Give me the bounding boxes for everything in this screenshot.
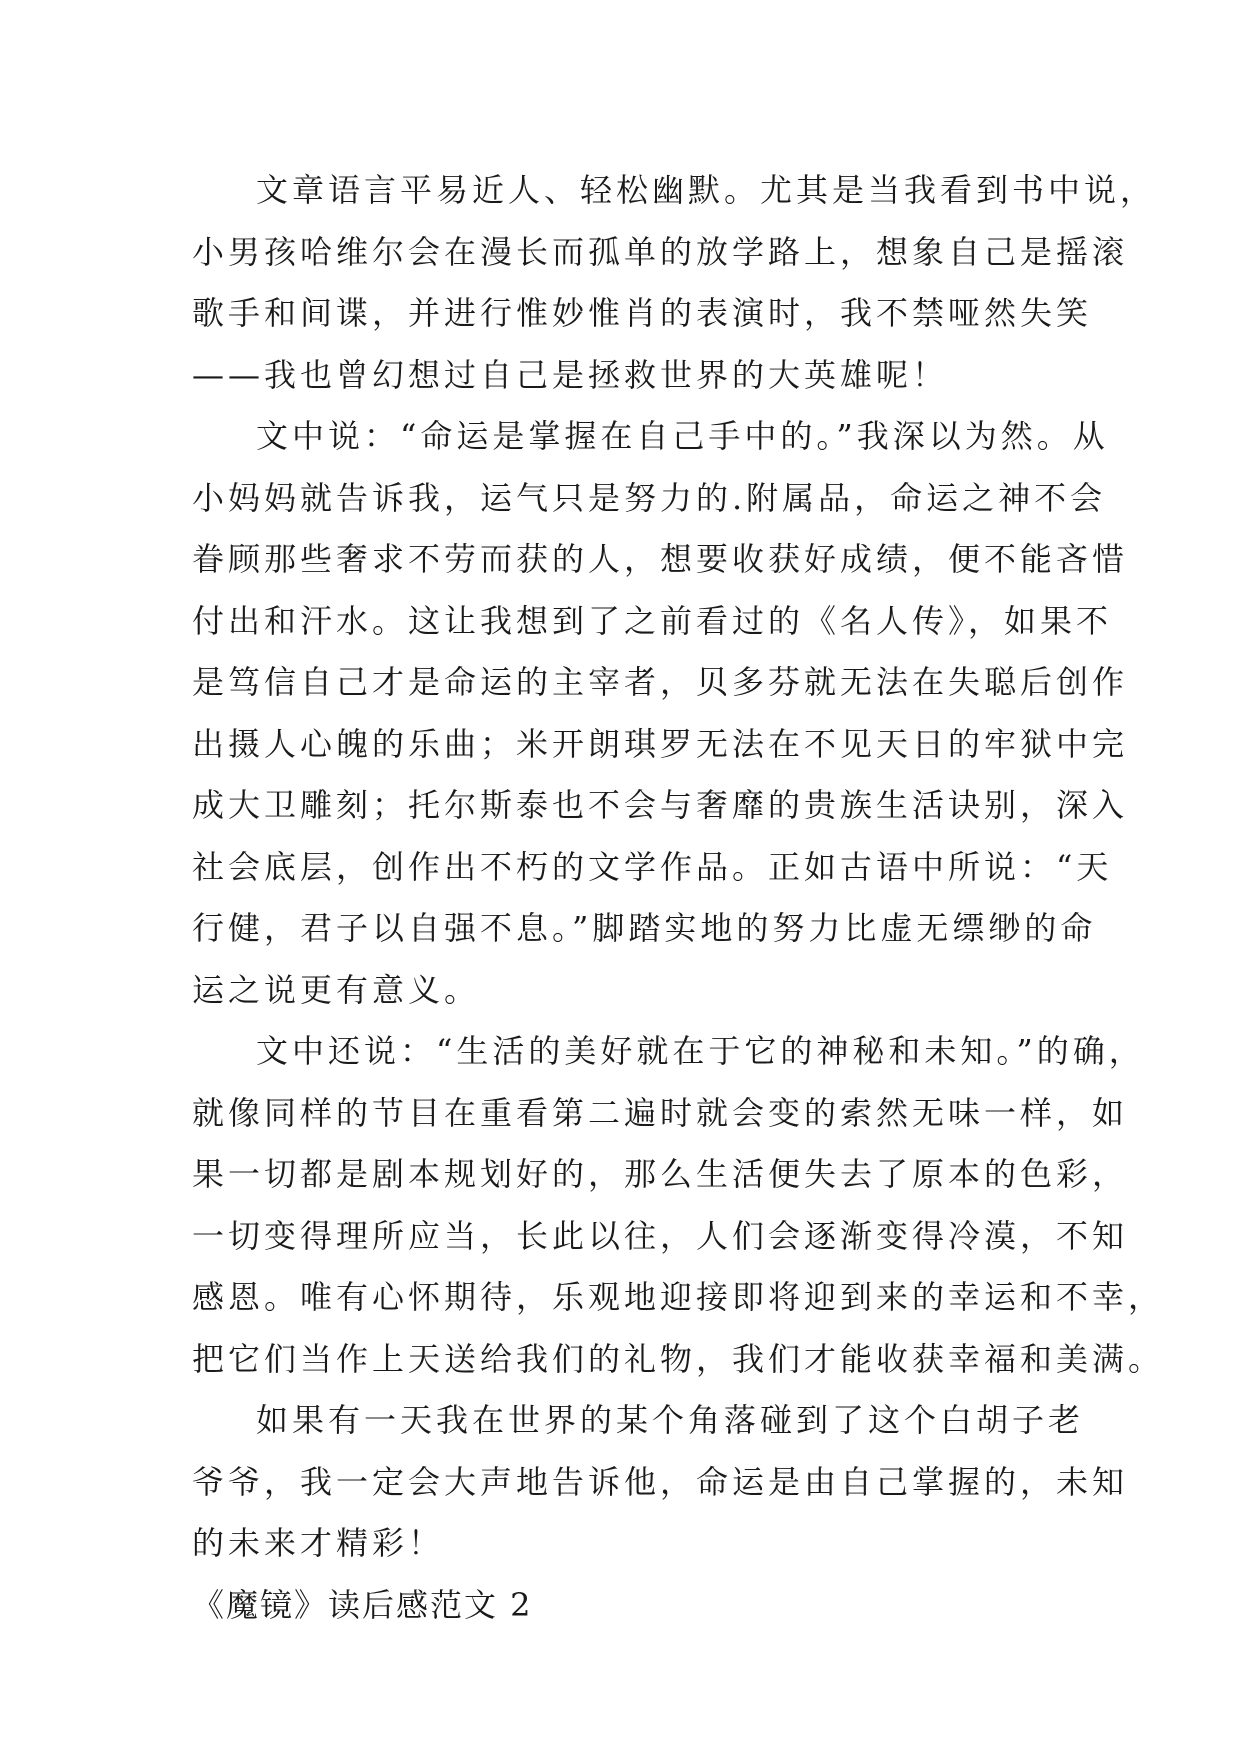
paragraph-2	[192, 406, 1129, 1021]
paragraph-4	[192, 1390, 1129, 1575]
paragraph-line: 社会底层，创作出不朽的文学作品。正如古语中所说：“天	[192, 847, 1113, 886]
paragraph-line: 文章语言平易近人、轻松幽默。尤其是当我看到书中说，	[256, 171, 1157, 209]
paragraph-line: 就像同样的节目在重看第二遍时就会变的索然无味一样，如	[192, 1093, 1129, 1132]
paragraph-line: 是笃信自己才是命运的主宰者，贝多芬就无法在失聪后创作	[192, 663, 1129, 701]
paragraph-line: 小男孩哈维尔会在漫长而孤单的放学路上，想象自己是摇滚	[192, 232, 1129, 271]
paragraph-line: 出摄人心魄的乐曲；米开朗琪罗无法在不见天日的牢狱中完	[192, 724, 1129, 763]
paragraph-line: ——我也曾幻想过自己是拯救世界的大英雄呢！	[192, 355, 949, 394]
paragraph-line: 把它们当作上天送给我们的礼物，我们才能收获幸福和美满。	[192, 1339, 1165, 1378]
paragraph-line: 眷顾那些奢求不劳而获的人，想要收获好成绩，便不能吝惜	[192, 540, 1129, 578]
paragraph-line: 成大卫雕刻；托尔斯泰也不会与奢靡的贵族生活诀别，深入	[192, 786, 1129, 824]
paragraph-1	[192, 160, 1157, 406]
paragraph-line: 的未来才精彩！	[192, 1524, 445, 1562]
paragraph-line: 果一切都是剧本规划好的，那么生活便失去了原本的色彩，	[192, 1155, 1129, 1193]
paragraph-line: 如果有一天我在世界的某个角落碰到了这个白胡子老	[256, 1401, 1085, 1439]
paragraph-line: 文中说：“命运是掌握在自己手中的。”我深以为然。从	[256, 417, 1109, 455]
paragraph-line: 爷爷，我一定会大声地告诉他，命运是由自己掌握的，未知	[192, 1462, 1129, 1501]
paragraph-line: 文中还说：“生活的美好就在于它的神秘和未知。”的确，	[256, 1032, 1145, 1070]
paragraph-line: 一切变得理所应当，长此以往，人们会逐渐变得冷漠，不知	[192, 1216, 1129, 1255]
paragraph-line: 运之说更有意义。	[192, 970, 481, 1009]
paragraph-line: 歌手和间谍，并进行惟妙惟肖的表演时，我不禁哑然失笑	[192, 294, 1093, 332]
document-body	[192, 160, 1165, 1636]
paragraph-3	[192, 1021, 1165, 1390]
section-heading: 《魔镜》读后感范文 2	[192, 1585, 533, 1624]
paragraph-line: 小妈妈就告诉我，运气只是努力的.附属品，命运之神不会	[192, 478, 1107, 517]
paragraph-line: 行健，君子以自强不息。”脚踏实地的努力比虚无缥缈的命	[192, 909, 1097, 947]
paragraph-line: 付出和汗水。这让我想到了之前看过的《名人传》，如果不	[192, 601, 1113, 640]
paragraph-line: 感恩。唯有心怀期待，乐观地迎接即将迎到来的幸运和不幸，	[192, 1278, 1165, 1316]
